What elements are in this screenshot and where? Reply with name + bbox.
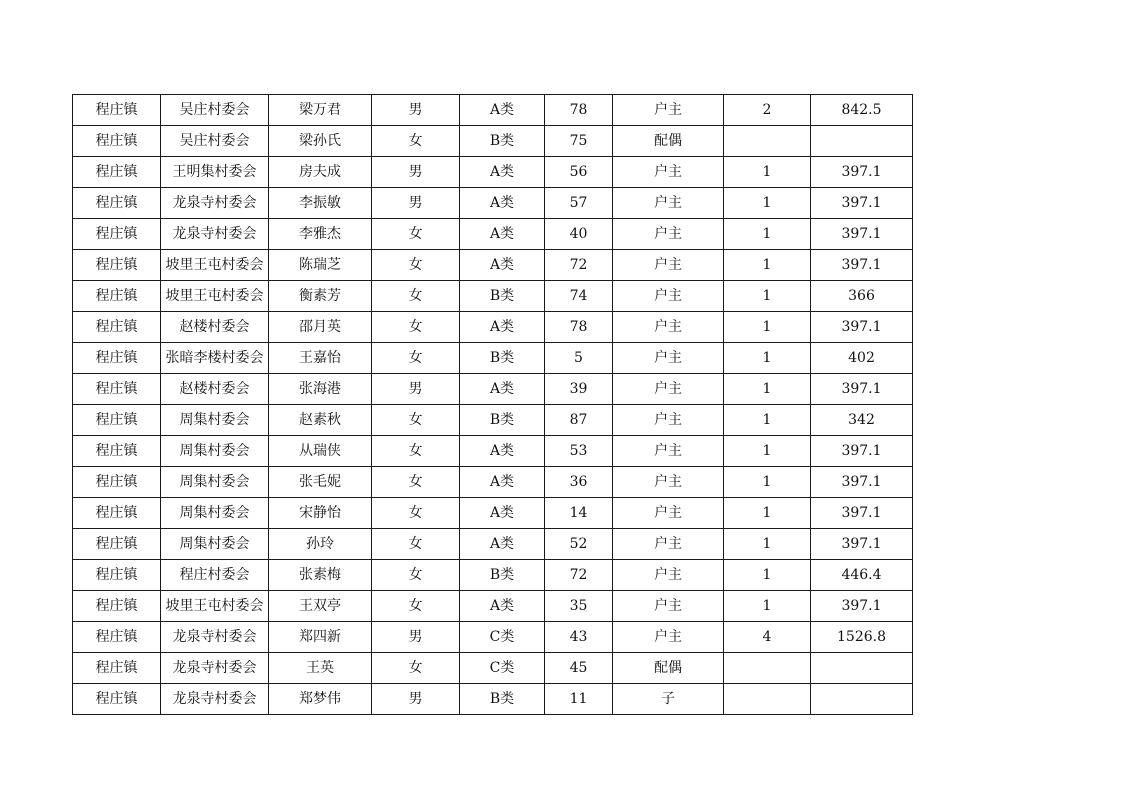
household-size-cell: 1 [724,343,811,374]
relation-cell: 户主 [613,157,724,188]
table-row [73,157,913,188]
village-committee-cell: 龙泉寺村委会 [161,684,269,715]
gender-cell: 女 [372,219,460,250]
name-cell: 赵素秋 [269,405,372,436]
table-row [73,126,913,157]
table-row [73,684,913,715]
gender-cell: 女 [372,467,460,498]
age-cell: 39 [545,374,613,405]
gender-cell: 女 [372,312,460,343]
category-cell: A类 [460,95,545,126]
gender-cell: 女 [372,436,460,467]
amount-cell [811,684,913,715]
category-cell: B类 [460,560,545,591]
village-committee-cell: 龙泉寺村委会 [161,188,269,219]
category-cell: B类 [460,281,545,312]
relation-cell: 户主 [613,591,724,622]
village-committee-cell: 张暗李楼村委会 [161,343,269,374]
category-cell: C类 [460,653,545,684]
category-cell: A类 [460,374,545,405]
gender-cell: 男 [372,188,460,219]
name-cell: 张素梅 [269,560,372,591]
table-row [73,343,913,374]
age-cell: 78 [545,312,613,343]
category-cell: B类 [460,343,545,374]
table-body [73,95,913,715]
relation-cell: 户主 [613,188,724,219]
category-cell: B类 [460,684,545,715]
table-row [73,591,913,622]
amount-cell: 397.1 [811,312,913,343]
relation-cell: 户主 [613,95,724,126]
age-cell: 74 [545,281,613,312]
household-size-cell: 1 [724,436,811,467]
gender-cell: 女 [372,560,460,591]
relation-cell: 户主 [613,312,724,343]
name-cell: 从瑞侠 [269,436,372,467]
gender-cell: 男 [372,622,460,653]
relation-cell: 户主 [613,250,724,281]
amount-cell: 402 [811,343,913,374]
table-row [73,436,913,467]
gender-cell: 男 [372,684,460,715]
town-cell: 程庄镇 [73,622,161,653]
amount-cell: 342 [811,405,913,436]
category-cell: A类 [460,529,545,560]
age-cell: 72 [545,250,613,281]
relation-cell: 户主 [613,560,724,591]
amount-cell: 397.1 [811,250,913,281]
household-size-cell: 1 [724,405,811,436]
category-cell: A类 [460,498,545,529]
village-committee-cell: 程庄村委会 [161,560,269,591]
category-cell: A类 [460,250,545,281]
relation-cell: 户主 [613,374,724,405]
relation-cell: 配偶 [613,126,724,157]
age-cell: 53 [545,436,613,467]
amount-cell: 842.5 [811,95,913,126]
town-cell: 程庄镇 [73,374,161,405]
relation-cell: 户主 [613,343,724,374]
amount-cell [811,126,913,157]
household-size-cell [724,126,811,157]
household-size-cell [724,653,811,684]
gender-cell: 女 [372,591,460,622]
town-cell: 程庄镇 [73,126,161,157]
village-committee-cell: 周集村委会 [161,405,269,436]
village-committee-cell: 周集村委会 [161,498,269,529]
amount-cell: 446.4 [811,560,913,591]
gender-cell: 男 [372,95,460,126]
relation-cell: 户主 [613,436,724,467]
village-committee-cell: 坡里王屯村委会 [161,591,269,622]
household-size-cell [724,684,811,715]
village-committee-cell: 王明集村委会 [161,157,269,188]
household-size-cell: 1 [724,312,811,343]
town-cell: 程庄镇 [73,498,161,529]
household-size-cell: 2 [724,95,811,126]
town-cell: 程庄镇 [73,157,161,188]
name-cell: 王嘉怡 [269,343,372,374]
table-row [73,405,913,436]
village-committee-cell: 坡里王屯村委会 [161,250,269,281]
gender-cell: 女 [372,281,460,312]
household-size-cell: 1 [724,188,811,219]
town-cell: 程庄镇 [73,219,161,250]
household-size-cell: 1 [724,157,811,188]
village-committee-cell: 周集村委会 [161,436,269,467]
age-cell: 11 [545,684,613,715]
age-cell: 35 [545,591,613,622]
table-row [73,653,913,684]
name-cell: 邵月英 [269,312,372,343]
age-cell: 78 [545,95,613,126]
amount-cell: 397.1 [811,374,913,405]
table-row [73,250,913,281]
amount-cell: 397.1 [811,529,913,560]
amount-cell: 366 [811,281,913,312]
town-cell: 程庄镇 [73,188,161,219]
village-committee-cell: 龙泉寺村委会 [161,219,269,250]
table-row [73,560,913,591]
household-size-cell: 1 [724,281,811,312]
table-row [73,281,913,312]
age-cell: 45 [545,653,613,684]
household-size-cell: 4 [724,622,811,653]
relation-cell: 户主 [613,529,724,560]
table-row [73,498,913,529]
name-cell: 孙玲 [269,529,372,560]
town-cell: 程庄镇 [73,312,161,343]
amount-cell: 1526.8 [811,622,913,653]
age-cell: 75 [545,126,613,157]
category-cell: A类 [460,436,545,467]
table-row [73,467,913,498]
name-cell: 郑梦伟 [269,684,372,715]
household-size-cell: 1 [724,560,811,591]
name-cell: 张毛妮 [269,467,372,498]
household-size-cell: 1 [724,374,811,405]
relation-cell: 配偶 [613,653,724,684]
relation-cell: 户主 [613,498,724,529]
name-cell: 陈瑞芝 [269,250,372,281]
table-row [73,312,913,343]
gender-cell: 女 [372,405,460,436]
amount-cell: 397.1 [811,467,913,498]
name-cell: 王双亭 [269,591,372,622]
town-cell: 程庄镇 [73,436,161,467]
amount-cell: 397.1 [811,219,913,250]
gender-cell: 女 [372,343,460,374]
household-size-cell: 1 [724,591,811,622]
amount-cell: 397.1 [811,436,913,467]
town-cell: 程庄镇 [73,250,161,281]
category-cell: A类 [460,157,545,188]
category-cell: A类 [460,219,545,250]
name-cell: 李雅杰 [269,219,372,250]
village-committee-cell: 周集村委会 [161,467,269,498]
village-committee-cell: 坡里王屯村委会 [161,281,269,312]
age-cell: 87 [545,405,613,436]
category-cell: C类 [460,622,545,653]
town-cell: 程庄镇 [73,281,161,312]
amount-cell: 397.1 [811,157,913,188]
village-committee-cell: 赵楼村委会 [161,312,269,343]
village-committee-cell: 吴庄村委会 [161,126,269,157]
name-cell: 房夫成 [269,157,372,188]
household-size-cell: 1 [724,498,811,529]
category-cell: A类 [460,467,545,498]
town-cell: 程庄镇 [73,95,161,126]
name-cell: 李振敏 [269,188,372,219]
town-cell: 程庄镇 [73,560,161,591]
age-cell: 72 [545,560,613,591]
gender-cell: 女 [372,250,460,281]
town-cell: 程庄镇 [73,467,161,498]
village-committee-cell: 龙泉寺村委会 [161,653,269,684]
age-cell: 52 [545,529,613,560]
amount-cell [811,653,913,684]
town-cell: 程庄镇 [73,529,161,560]
category-cell: A类 [460,312,545,343]
relation-cell: 户主 [613,622,724,653]
table-row [73,529,913,560]
gender-cell: 女 [372,498,460,529]
relation-cell: 子 [613,684,724,715]
table-row [73,374,913,405]
gender-cell: 男 [372,374,460,405]
village-committee-cell: 吴庄村委会 [161,95,269,126]
category-cell: A类 [460,188,545,219]
village-committee-cell: 周集村委会 [161,529,269,560]
relation-cell: 户主 [613,219,724,250]
age-cell: 56 [545,157,613,188]
gender-cell: 女 [372,653,460,684]
age-cell: 14 [545,498,613,529]
name-cell: 梁孙氏 [269,126,372,157]
data-table [72,94,913,715]
gender-cell: 男 [372,157,460,188]
town-cell: 程庄镇 [73,591,161,622]
age-cell: 36 [545,467,613,498]
category-cell: B类 [460,405,545,436]
household-size-cell: 1 [724,529,811,560]
village-committee-cell: 龙泉寺村委会 [161,622,269,653]
relation-cell: 户主 [613,467,724,498]
name-cell: 梁万君 [269,95,372,126]
age-cell: 40 [545,219,613,250]
name-cell: 宋静怡 [269,498,372,529]
village-committee-cell: 赵楼村委会 [161,374,269,405]
table-row [73,188,913,219]
name-cell: 郑四新 [269,622,372,653]
age-cell: 43 [545,622,613,653]
name-cell: 王英 [269,653,372,684]
category-cell: A类 [460,591,545,622]
category-cell: B类 [460,126,545,157]
household-size-cell: 1 [724,250,811,281]
amount-cell: 397.1 [811,188,913,219]
town-cell: 程庄镇 [73,684,161,715]
name-cell: 张海港 [269,374,372,405]
amount-cell: 397.1 [811,591,913,622]
gender-cell: 女 [372,529,460,560]
table-row [73,622,913,653]
table-row [73,95,913,126]
town-cell: 程庄镇 [73,653,161,684]
relation-cell: 户主 [613,281,724,312]
amount-cell: 397.1 [811,498,913,529]
name-cell: 衡素芳 [269,281,372,312]
gender-cell: 女 [372,126,460,157]
age-cell: 5 [545,343,613,374]
relation-cell: 户主 [613,405,724,436]
household-size-cell: 1 [724,219,811,250]
town-cell: 程庄镇 [73,405,161,436]
age-cell: 57 [545,188,613,219]
town-cell: 程庄镇 [73,343,161,374]
household-size-cell: 1 [724,467,811,498]
table-row [73,219,913,250]
